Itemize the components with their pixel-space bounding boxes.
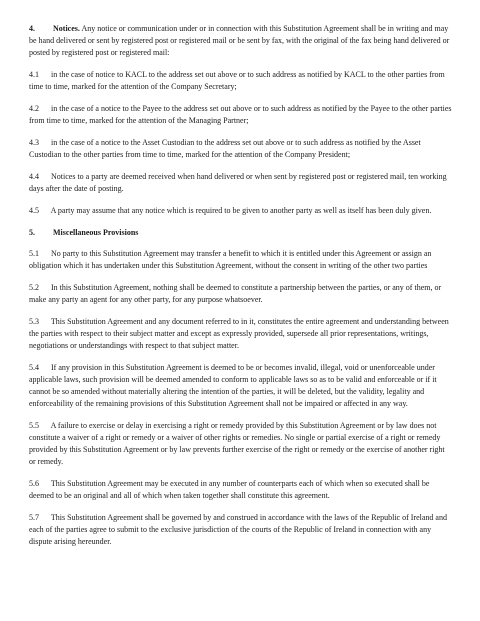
clause-text: This Substitution Agreement shall be governed by and construed in accordance with the laws of the Republic of Ireland and each of the parties agree to submit to the exclusive jurisdiction of the courts of the Republic of Ireland in connection with any dispute arising hereunder. (29, 513, 447, 546)
section-intro: Any notice or communication under or in connection with this Substitution Agreement shall be in writing and may be hand delivered or sent by registered post or registered mail or be sent by fax, with the original of the fax being hand delivered or posted by registered post or registered mail: (29, 24, 450, 57)
clause-number: 5.5 (29, 421, 39, 430)
clause-text: in the case of a notice to the Asset Custodian to the address set out above or to such address as notified by the Asset Custodian to the other parties from time to time, marked for the attention of the Company President; (29, 138, 421, 159)
clause-number: 5.1 (29, 249, 39, 258)
clause-number: 4.4 (29, 172, 39, 181)
clause-4-3 (29, 137, 452, 161)
clause-text: No party to this Substitution Agreement may transfer a benefit to which it is entitled under this Agreement or assign an obligation which it has undertaken under this Substitution Agreement, without the consent in writing of the other two parties (29, 249, 432, 270)
clause-5-7 (29, 512, 452, 548)
clause-4-1 (29, 69, 452, 93)
section-title: Notices. (53, 24, 80, 33)
clause-text: If any provision in this Substitution Agreement is deemed to be or becomes invalid, illegal, void or unenforceable under applicable laws, such provision will be deemed amended to conform to applicable laws so as to be valid and enforceable or if it cannot be so amended without materially altering the intention of the parties, it will be deleted, but the validity, legality and enforceability of the remaining provisions of this Substitution Agreement shall not be impaired or affected in any way. (29, 363, 437, 408)
clause-text: This Substitution Agreement and any document referred to in it, constitutes the entire agreement and understanding between the parties with respect to their subject matter and except as expressly provided, supersede all prior representations, writings, negotiations or understandings with respect to that subject matter. (29, 317, 449, 350)
clause-number: 4.2 (29, 104, 39, 113)
clause-text: Notices to a party are deemed received when hand delivered or when sent by registered post or registered mail, ten working days after the date of posting. (29, 172, 447, 193)
clause-number: 4.1 (29, 70, 39, 79)
clause-number: 5.2 (29, 283, 39, 292)
clause-5-2 (29, 282, 452, 306)
clause-number: 5.3 (29, 317, 39, 326)
clause-4-4 (29, 171, 452, 195)
clause-number: 5.6 (29, 479, 39, 488)
clause-number: 4.5 (29, 206, 39, 215)
clause-5-5 (29, 420, 452, 468)
clause-5-4 (29, 362, 452, 410)
clause-text: in the case of a notice to the Payee to the address set out above or to such address as notified by the Payee to the other parties from time to time, marked for the attention of the Managing Partner; (29, 104, 452, 125)
section-title: Miscellaneous Provisions (53, 228, 139, 237)
clause-4-5 (29, 205, 452, 217)
clause-number: 5.7 (29, 513, 39, 522)
clause-5-3 (29, 316, 452, 352)
clause-text: A failure to exercise or delay in exercising a right or remedy provided by this Substitution Agreement or by law does not constitute a waiver of a right or remedy or a waiver of other rights or remedies. No single or partial exercise of a right or remedy provided by this Substitution Agreement or by law prevents further exercise of the right or remedy or the exercise of another right or remedy. (29, 421, 445, 466)
clause-number: 5.4 (29, 363, 39, 372)
section-number: 5. (29, 228, 35, 237)
clause-number: 4.3 (29, 138, 39, 147)
clause-5-1 (29, 248, 452, 272)
section-number: 4. (29, 24, 35, 33)
clause-text: This Substitution Agreement may be executed in any number of counterparts each of which when so executed shall be deemed to be an original and all of which when taken together shall constitute this agreement. (29, 479, 430, 500)
clause-text: in the case of notice to KACL to the address set out above or to such address as notified by KACL to the other parties from time to time, marked for the attention of the Company Secretary; (29, 70, 445, 91)
section-4-notices (29, 23, 452, 59)
clause-4-2 (29, 103, 452, 127)
clause-text: A party may assume that any notice which is required to be given to another party as well as itself has been duly given. (50, 206, 432, 215)
section-5-heading (29, 227, 452, 239)
clause-text: In this Substitution Agreement, nothing shall be deemed to constitute a partnership between the parties, or any of them, or make any party an agent for any other party, for any purpose whatsoever. (29, 283, 442, 304)
clause-5-6 (29, 478, 452, 502)
